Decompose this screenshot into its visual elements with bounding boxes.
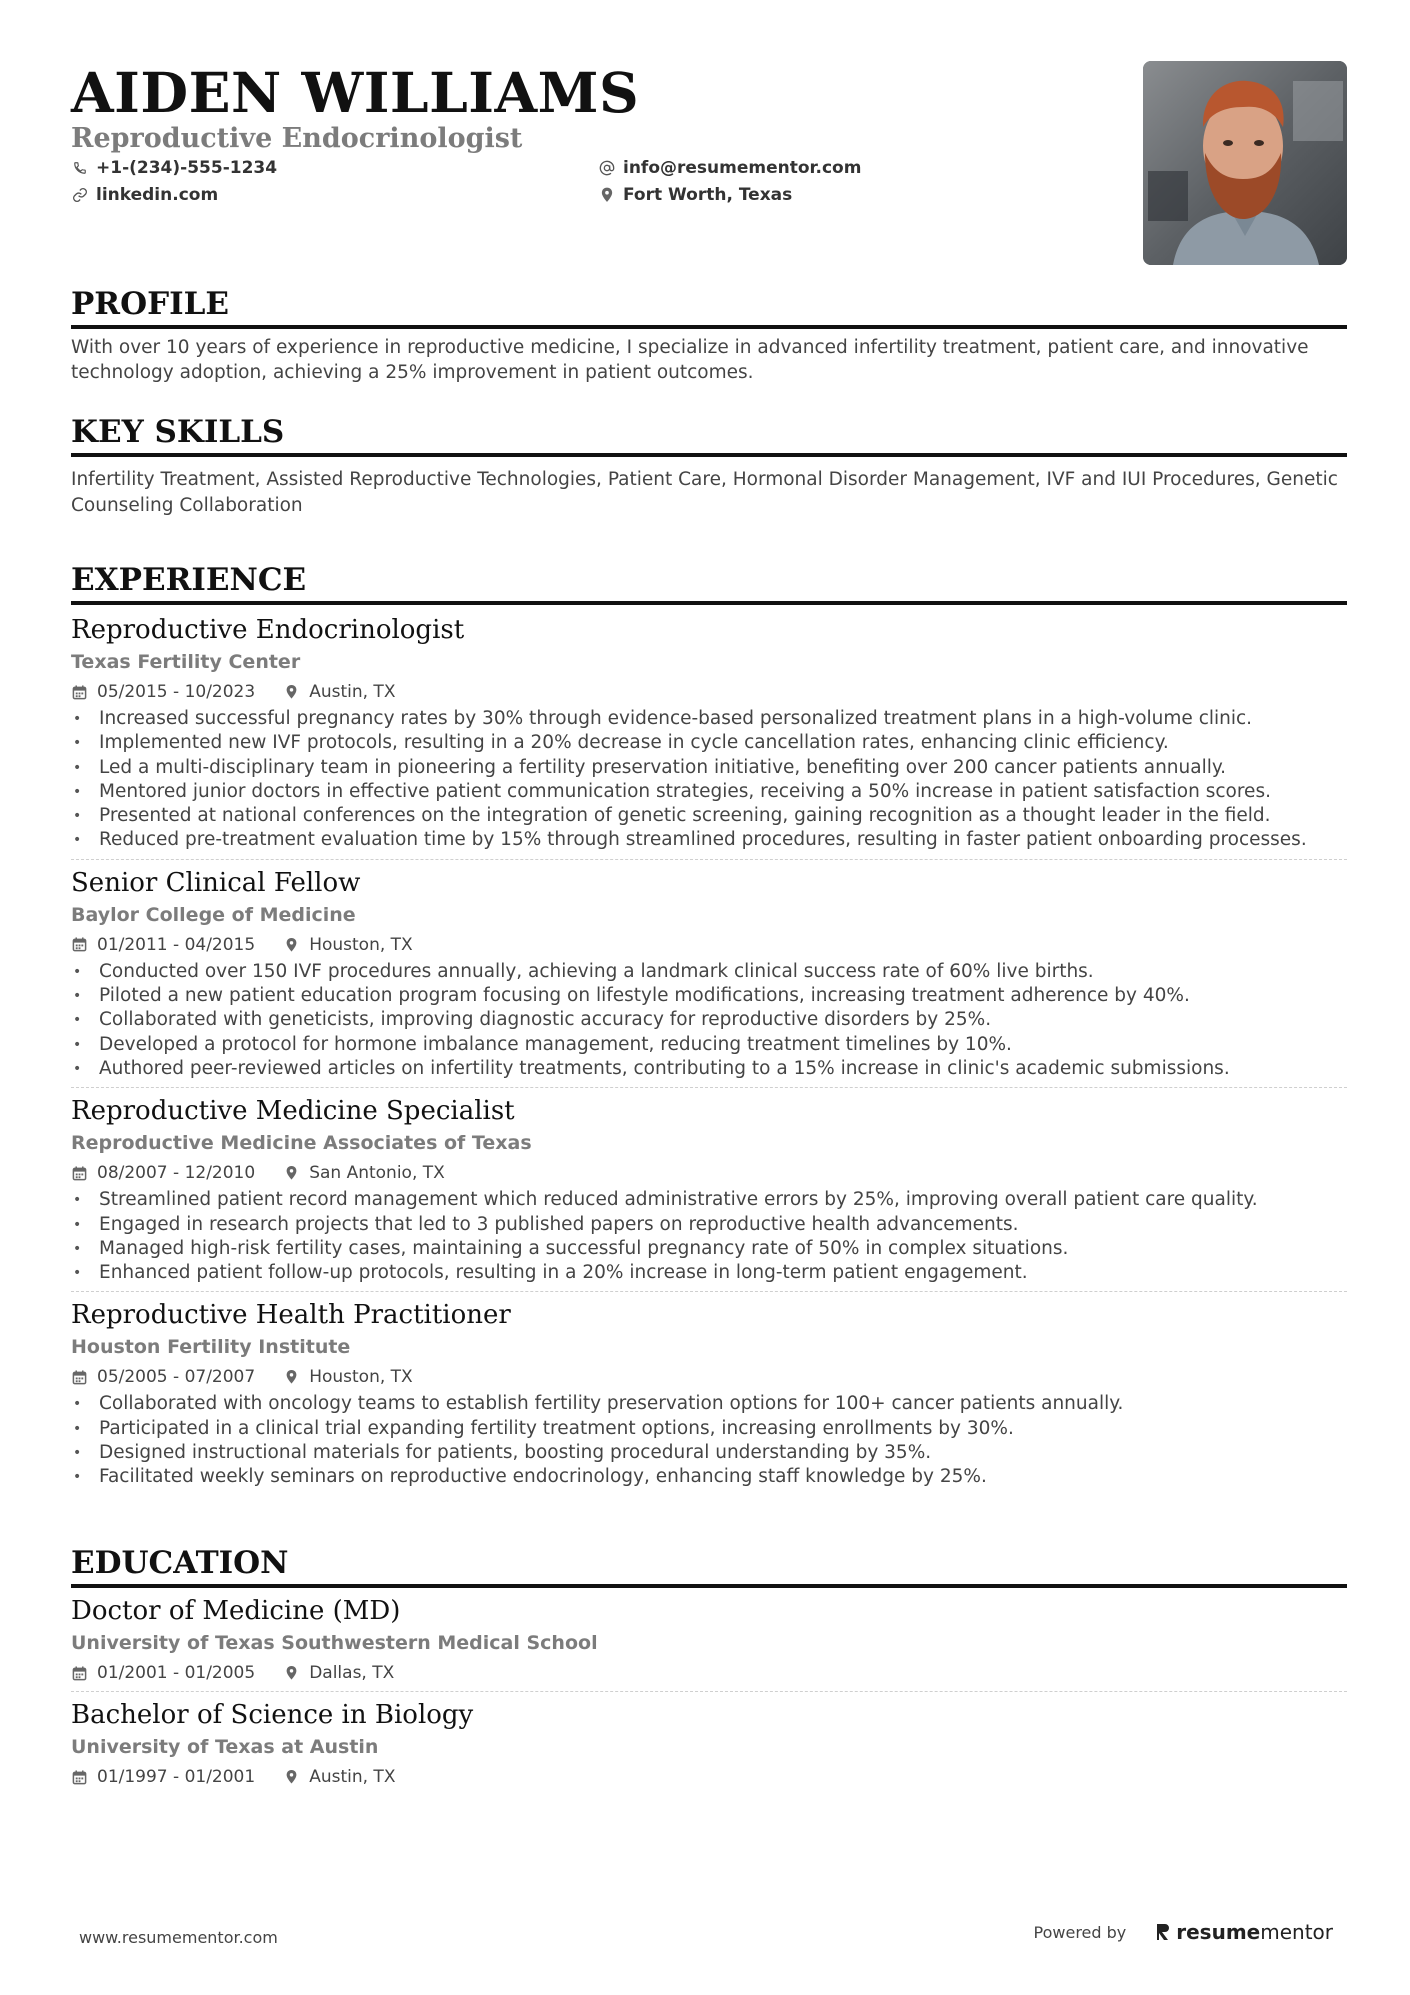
education-entry: [71, 1594, 1347, 1692]
education-list: [71, 1594, 1347, 1789]
entry-meta: [71, 933, 1347, 957]
entry-location: Houston, TX: [309, 934, 413, 955]
at-icon: [598, 159, 616, 177]
school-name: University of Texas Southwestern Medical School: [71, 1632, 598, 1654]
linkedin-text: linkedin.com: [96, 185, 219, 205]
achievement-item: • Collaborated with oncology teams to establish fertility preservation options for 100+ cancer patients annually.: [71, 1392, 1347, 1416]
experience-entry: [71, 1298, 1347, 1489]
entry-dates: 05/2015 - 10/2023: [97, 682, 256, 702]
job-organization: Texas Fertility Center: [71, 651, 301, 673]
achievement-item: • Designed instructional materials for patients, boosting procedural understanding by 35%.: [71, 1441, 1347, 1465]
footer-website[interactable]: www.resumementor.com: [79, 1928, 278, 1947]
section-heading-experience: EXPERIENCE: [71, 562, 307, 598]
achievement-item: • Conducted over 150 IVF procedures annually, achieving a landmark clinical success rate of 60% live births.: [71, 960, 1347, 984]
job-achievements: [71, 1188, 1347, 1285]
section-divider: [71, 325, 1347, 329]
section-heading-education: EDUCATION: [71, 1545, 289, 1581]
experience-entry: [71, 866, 1347, 1088]
resume-header: [71, 58, 1347, 268]
job-organization: Reproductive Medicine Associates of Texas: [71, 1132, 532, 1155]
profile-summary: With over 10 years of experience in reproductive medicine, I specialize in advanced infertility treatment, patient care, and innovative technology adoption, achieving a 25% improvement in patient outcomes.: [71, 337, 1309, 383]
entry-dates: 01/1997 - 01/2001: [97, 1767, 256, 1787]
entry-divider: [71, 1291, 1347, 1292]
calendar-icon: [71, 1369, 87, 1385]
achievement-item: • Engaged in research projects that led to 3 published papers on reproductive health advancements.: [71, 1213, 1347, 1237]
job-title: Reproductive Endocrinologist: [71, 615, 465, 645]
job-achievements: [71, 707, 1347, 853]
email-text: info@resumementor.com: [623, 158, 862, 178]
degree-title: Doctor of Medicine (MD): [71, 1596, 401, 1626]
entry-meta: [71, 1661, 1347, 1685]
contact-email[interactable]: [598, 158, 861, 178]
job-title: Reproductive Medicine Specialist: [71, 1096, 515, 1127]
contact-linkedin[interactable]: [71, 185, 218, 205]
achievement-item: • Streamlined patient record management which reduced administrative errors by 25%, improving overall patient care quality.: [71, 1188, 1347, 1212]
calendar-icon: [71, 684, 87, 700]
experience-list: [71, 613, 1347, 1490]
entry-divider: [71, 1691, 1347, 1692]
skills-section: [71, 413, 1347, 519]
calendar-icon: [71, 1769, 87, 1785]
entry-divider: [71, 859, 1347, 860]
achievement-item: • Facilitated weekly seminars on reproductive endocrinology, enhancing staff knowledge by 25%.: [71, 1465, 1347, 1489]
entry-location: San Antonio, TX: [309, 1163, 445, 1184]
section-divider: [71, 1584, 1347, 1588]
achievement-item: • Increased successful pregnancy rates by 30% through evidence-based personalized treatment plans in a high-volume clinic.: [71, 707, 1347, 731]
link-icon: [71, 186, 89, 204]
achievement-item: • Implemented new IVF protocols, resulting in a 20% decrease in cycle cancellation rates, enhancing clinic efficiency.: [71, 731, 1347, 755]
calendar-icon: [71, 937, 87, 953]
achievement-item: • Participated in a clinical trial expanding fertility treatment options, increasing enrollments by 30%.: [71, 1417, 1347, 1441]
achievement-item: • Mentored junior doctors in effective patient communication strategies, receiving a 50% increase in patient satisfaction scores.: [71, 780, 1347, 804]
entry-meta: [71, 1365, 1347, 1389]
experience-section: [71, 561, 1347, 1490]
entry-location: Houston, TX: [309, 1367, 413, 1388]
location-text: Fort Worth, Texas: [623, 185, 793, 205]
footer-powered-by: [1034, 1920, 1333, 1944]
profile-section: [71, 285, 1347, 385]
entry-location: Dallas, TX: [309, 1663, 395, 1683]
achievement-item: • Managed high-risk fertility cases, maintaining a successful pregnancy rate of 50% in complex situations.: [71, 1237, 1347, 1261]
achievement-item: • Led a multi-disciplinary team in pioneering a fertility preservation initiative, benefiting over 200 cancer patients annually.: [71, 756, 1347, 780]
job-achievements: [71, 960, 1347, 1081]
job-title: Reproductive Health Practitioner: [71, 1300, 511, 1331]
section-heading-skills: KEY SKILLS: [71, 414, 285, 450]
entry-dates: 01/2001 - 01/2005: [97, 1663, 256, 1683]
education-entry: [71, 1698, 1347, 1789]
job-achievements: [71, 1392, 1347, 1489]
achievement-item: • Enhanced patient follow-up protocols, resulting in a 20% increase in long-term patient engagement.: [71, 1261, 1347, 1285]
education-section: [71, 1544, 1347, 1789]
achievement-item: • Piloted a new patient education program focusing on lifestyle modifications, increasing treatment adherence by 40%.: [71, 984, 1347, 1008]
phone-text: +1-(234)-555-1234: [96, 158, 278, 178]
entry-meta: [71, 680, 1347, 704]
entry-location: Austin, TX: [309, 682, 396, 702]
achievement-item: • Developed a protocol for hormone imbalance management, reducing treatment timelines by 10%.: [71, 1033, 1347, 1057]
entry-dates: 01/2011 - 04/2015: [97, 934, 256, 955]
logo-mark-icon: [1156, 1923, 1170, 1941]
powered-by-label: Powered by: [1033, 1922, 1127, 1942]
achievement-item: • Authored peer-reviewed articles on infertility treatments, contributing to a 15% increase in clinic's academic submissions.: [71, 1057, 1347, 1081]
calendar-icon: [71, 1665, 87, 1681]
job-title: Senior Clinical Fellow: [71, 867, 361, 898]
job-organization: Baylor College of Medicine: [71, 903, 356, 926]
candidate-title: Reproductive Endocrinologist: [71, 123, 523, 154]
map-pin-icon: [283, 1369, 299, 1385]
phone-icon: [71, 159, 89, 177]
resumementor-logo[interactable]: resume mentor: [1156, 1920, 1333, 1944]
entry-dates: 05/2005 - 07/2007: [97, 1367, 256, 1388]
entry-divider: [71, 1087, 1347, 1088]
calendar-icon: [71, 1165, 87, 1181]
map-pin-icon: [283, 1769, 299, 1785]
map-pin-icon: [283, 1165, 299, 1181]
job-organization: Houston Fertility Institute: [71, 1336, 351, 1359]
entry-meta: [71, 1765, 1347, 1789]
experience-entry: [71, 613, 1347, 860]
school-name: University of Texas at Austin: [71, 1736, 379, 1758]
achievement-item: • Presented at national conferences on the integration of genetic screening, gaining recognition as a thought leader in the field.: [71, 804, 1347, 828]
entry-location: Austin, TX: [309, 1767, 396, 1787]
profile-photo: [1143, 61, 1347, 265]
skills-list: Infertility Treatment, Assisted Reproductive Technologies, Patient Care, Hormonal Disorder Management, IVF and IUI Procedures, Genetic Counseling Collaboration: [71, 469, 1338, 516]
achievement-item: • Reduced pre-treatment evaluation time by 15% through streamlined procedures, resulting in faster patient onboarding processes.: [71, 828, 1347, 852]
candidate-name: AIDEN WILLIAMS: [71, 60, 640, 125]
map-pin-icon: [598, 186, 616, 204]
map-pin-icon: [283, 937, 299, 953]
section-divider: [71, 601, 1347, 605]
section-divider: [71, 453, 1347, 457]
degree-title: Bachelor of Science in Biology: [71, 1700, 474, 1730]
entry-dates: 08/2007 - 12/2010: [97, 1163, 256, 1184]
map-pin-icon: [283, 1665, 299, 1681]
achievement-item: • Collaborated with geneticists, improving diagnostic accuracy for reproductive disorders by 25%.: [71, 1008, 1347, 1032]
section-heading-profile: PROFILE: [71, 286, 230, 322]
entry-meta: [71, 1161, 1347, 1185]
map-pin-icon: [283, 684, 299, 700]
contact-location: [598, 185, 792, 205]
experience-entry: [71, 1094, 1347, 1292]
contact-phone[interactable]: [71, 158, 277, 178]
